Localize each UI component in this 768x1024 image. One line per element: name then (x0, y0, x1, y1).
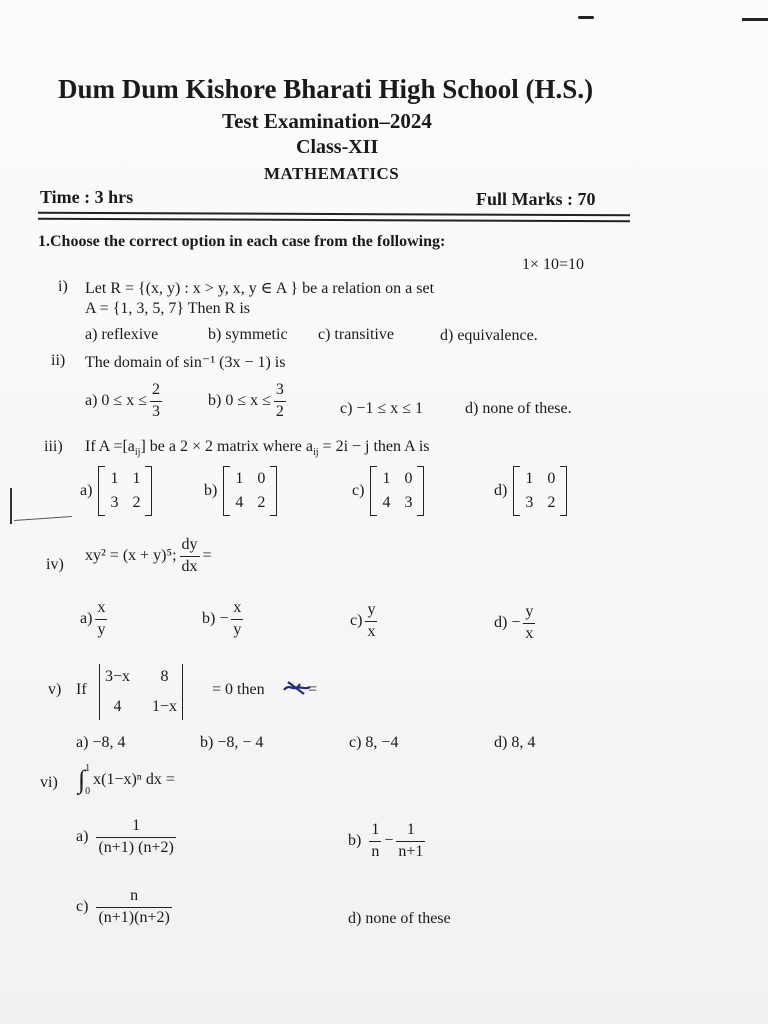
q4-a-num: x (97, 599, 106, 616)
q4-d-label: d) − (494, 613, 521, 631)
q3-text (85, 438, 430, 458)
q3-option-c (352, 466, 424, 516)
q3-b-cell: 1 (235, 470, 244, 487)
q6-b-label: b) (348, 831, 362, 849)
q3-option-d (494, 466, 567, 516)
q6-b1-num: 1 (371, 821, 380, 838)
q1-option-d: d) equivalence. (440, 327, 538, 344)
q5-determinant (99, 664, 183, 720)
q2-a-den: 3 (152, 402, 160, 420)
integral-sign: ∫ (78, 765, 86, 794)
q4-option-a (80, 600, 110, 639)
q5-det-cell: 3−x (105, 668, 131, 685)
q4-dx: dx (181, 557, 198, 575)
q3-sub1: ij (134, 447, 141, 459)
q5-det-bar-right (182, 664, 183, 720)
q3-a-cell: 3 (110, 494, 119, 511)
q4-dy: dy (181, 536, 198, 553)
q4-equals: = (202, 546, 212, 564)
subject-label: MATHEMATICS (264, 164, 400, 183)
q2-a-num: 2 (152, 381, 160, 398)
q6-integral (78, 762, 175, 798)
q4-c-num: y (367, 601, 376, 618)
q1-text-line2: A = {1, 3, 5, 7} Then R is (85, 300, 250, 317)
q6-upper-limit: 1 (85, 763, 91, 774)
q3-b-label: b) (204, 482, 218, 499)
q3-d-cell: 3 (525, 494, 534, 511)
top-edge-mark (578, 16, 594, 19)
q6-option-d: d) none of these (348, 910, 451, 927)
q6-lower-limit: 0 (85, 786, 91, 797)
q4-text (85, 537, 212, 576)
q5-option-c: c) 8, −4 (349, 734, 399, 751)
q3-number: iii) (44, 438, 63, 455)
q4-c-label: c) (350, 611, 363, 629)
q3-c-cell: 0 (404, 470, 413, 487)
q5-equals: = (308, 681, 318, 698)
q3-c-cell: 4 (382, 494, 391, 511)
q3-text-part3: = 2i − j then A is (318, 438, 430, 455)
q2-option-b (208, 382, 289, 421)
q4-number: iv) (46, 556, 64, 573)
q4-d-num: y (525, 603, 534, 620)
section-title: 1.Choose the correct option in each case from the following: (38, 233, 446, 250)
q6-expression: x(1−x)ⁿ dx = (93, 771, 175, 788)
q6-c-den: (n+1)(n+2) (98, 908, 170, 926)
q2-a-prefix: a) 0 ≤ x ≤ (85, 391, 147, 409)
q6-option-c (76, 888, 175, 927)
q4-a-den: y (97, 620, 106, 638)
q3-a-cell: 1 (110, 470, 119, 487)
q2-option-c: c) −1 ≤ x ≤ 1 (340, 400, 424, 417)
q2-option-a (85, 382, 165, 421)
q4-option-c (350, 602, 380, 641)
q6-b-minus: − (384, 831, 394, 849)
q2-b-prefix: b) 0 ≤ x ≤ (208, 391, 271, 409)
q3-d-cell: 1 (525, 470, 534, 487)
q5-det-cell: 1−x (152, 698, 178, 715)
q6-a-num: 1 (132, 817, 141, 834)
school-name: Dum Dum Kishore Bharati High School (H.S.) (58, 74, 594, 104)
q5-option-a: a) −8, 4 (76, 734, 126, 751)
q6-c-num: n (130, 887, 139, 904)
q3-sub2: ij (312, 447, 319, 459)
q3-c-matrix (370, 466, 424, 516)
q1-text-line1: Let R = {(x, y) : x > y, x, y ∈ A } be a relation on a set (85, 280, 435, 297)
exam-title: Test Examination–2024 (222, 109, 432, 133)
q3-b-cell: 4 (235, 494, 244, 511)
q6-option-b (348, 822, 428, 861)
q3-c-label: c) (352, 482, 365, 499)
q3-option-b (204, 466, 277, 516)
q3-text-part2: ] be a 2 × 2 matrix where a (140, 438, 313, 455)
q5-option-d: d) 8, 4 (494, 734, 536, 751)
q3-b-cell: 2 (257, 494, 266, 511)
q4-b-num: x (233, 599, 242, 616)
margin-pen-mark (10, 488, 12, 524)
q2-b-num: 3 (275, 381, 284, 398)
q3-a-matrix (98, 466, 152, 516)
q3-a-cell: 1 (132, 470, 141, 487)
top-edge-mark (742, 18, 768, 21)
q5-if: If (76, 681, 87, 698)
q6-c-label: c) (76, 897, 89, 915)
q6-a-den: (n+1) (n+2) (98, 838, 174, 856)
q5-option-b: b) −8, − 4 (200, 734, 264, 751)
q3-d-cell: 0 (547, 470, 556, 487)
q4-a-label: a) (80, 609, 93, 627)
q3-c-cell: 1 (382, 470, 391, 487)
q3-a-cell: 2 (132, 494, 141, 511)
q3-d-matrix (513, 466, 567, 516)
q4-option-d (494, 604, 538, 643)
full-marks-label: Full Marks : 70 (476, 189, 596, 209)
q3-c-cell: 3 (404, 494, 413, 511)
q4-b-den: y (233, 620, 242, 638)
q6-number: vi) (40, 774, 58, 791)
q5-number: v) (48, 681, 62, 698)
q2-text: The domain of sin⁻¹ (3x − 1) is (85, 354, 286, 371)
header-rule-bottom (38, 218, 630, 223)
q4-b-label: b) − (202, 609, 229, 627)
q1-option-a: a) reflexive (85, 326, 159, 343)
q1-option-b: b) symmetic (208, 326, 288, 343)
q3-b-matrix (223, 466, 277, 516)
q5-det-cell: 4 (113, 698, 122, 715)
q1-number: i) (58, 278, 68, 295)
q6-a-label: a) (76, 827, 89, 845)
q3-d-label: d) (494, 482, 508, 499)
time-label: Time : 3 hrs (40, 187, 134, 207)
q6-b2-den: n+1 (398, 842, 424, 860)
q4-d-den: x (525, 624, 534, 642)
q6-option-a (76, 818, 179, 857)
header-rule-top (38, 212, 630, 217)
class-label: Class-XII (296, 136, 379, 158)
q4-c-den: x (367, 622, 376, 640)
q3-text-part1: If A =[a (85, 438, 135, 455)
q6-b1-den: n (371, 842, 380, 860)
q5-tail: = 0 then (212, 681, 265, 698)
q3-d-cell: 2 (547, 494, 556, 511)
q2-option-d: d) none of these. (465, 400, 572, 417)
section-marks: 1× 10=10 (522, 256, 585, 273)
q2-b-den: 2 (275, 402, 284, 420)
margin-pen-stroke (14, 516, 72, 521)
q3-a-label: a) (80, 482, 93, 499)
q3-option-a (80, 466, 152, 516)
q4-equation: xy² = (x + y)⁵; (85, 546, 177, 564)
q3-b-cell: 0 (257, 470, 266, 487)
q1-option-c: c) transitive (318, 326, 394, 343)
q5-det-cell: 8 (160, 668, 169, 685)
q4-option-b (202, 600, 246, 639)
q2-number: ii) (51, 352, 66, 369)
q6-b2-num: 1 (406, 821, 415, 838)
